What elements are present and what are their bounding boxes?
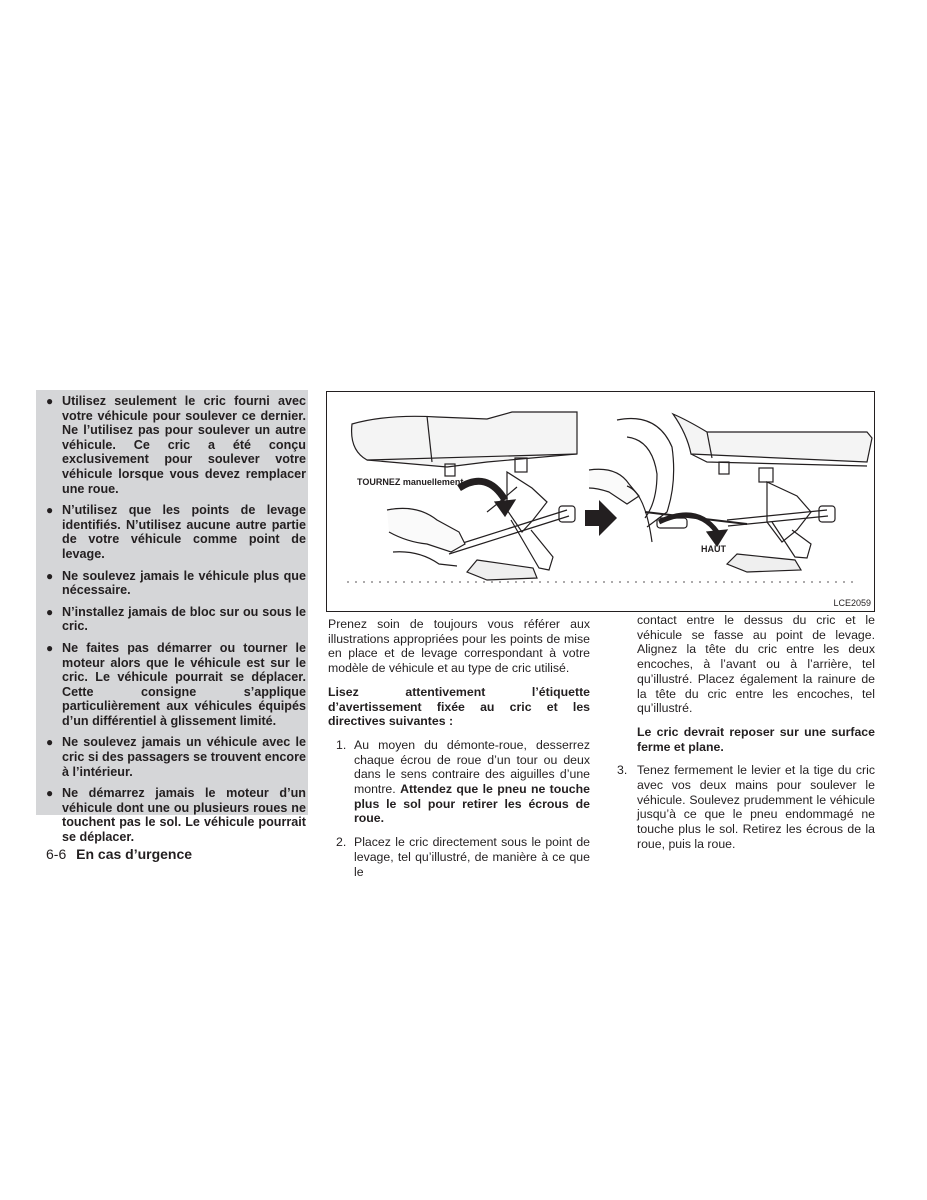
- warning-item: ● N’utilisez que les points de levage identifiés. N’utilisez aucune autre partie de votre véhicule comme point de levage.: [46, 503, 306, 561]
- bullet-icon: ●: [46, 394, 54, 408]
- warning-list: [46, 394, 306, 845]
- step-1: [328, 738, 590, 826]
- figure-code: LCE2059: [833, 598, 871, 608]
- step-2-emphasis: Le cric devrait reposer sur une surface ferme et plane.: [637, 724, 875, 754]
- step-3: [617, 763, 875, 851]
- warning-item: ● Utilisez seulement le cric fourni avec votre véhicule pour soulever ce dernier. Ne l’utilisez pas pour soulever un autre véhicule. Ce cric a été conçu exclusivement pour soulever votre véhicule lorsque vous devez remplacer une roue.: [46, 394, 306, 496]
- step-emphasis: Attendez que le pneu ne touche plus le sol pour retirer les écrous de roue.: [354, 782, 590, 826]
- step-number: 1.: [336, 737, 347, 752]
- bullet-icon: ●: [46, 786, 54, 801]
- text-column-1: [328, 617, 590, 888]
- step-text: Au moyen du démonte-roue, desserrez chaque écrou de roue d’un tour ou deux dans le sens contraire des aiguilles d’une montre.: [354, 737, 590, 797]
- page-number: 6-6: [46, 846, 67, 862]
- bullet-icon: ●: [46, 735, 54, 750]
- step-text: Tenez fermement le levier et la tige du cric avec vos deux mains pour soulever le véhicule. Soulevez prudemment le véhicule jusqu’à ce que le pneu endommagé ne touche plus le sol. Retirez les écrous de la roue, puis la roue.: [637, 763, 875, 851]
- label-up: HAUT: [701, 544, 726, 554]
- warning-item: ● Ne démarrez jamais le moteur d’un véhicule dont une ou plusieurs roues ne touchent pas le sol. Le véhicule pourrait se déplacer.: [46, 786, 306, 845]
- warning-box: [36, 390, 308, 845]
- warning-label-instruction: Lisez attentivement l’étiquette d’avertissement fixée au cric et les directives suivantes :: [328, 684, 590, 729]
- intro-paragraph: Prenez soin de toujours vous référer aux illustrations appropriées pour les points de mise en place et de levage correspondant à votre modèle de véhicule et au type de cric utilisé.: [328, 617, 590, 676]
- page-footer: [46, 846, 192, 862]
- bullet-icon: ●: [46, 640, 54, 655]
- bullet-icon: ●: [46, 568, 54, 583]
- warning-item: ● Ne soulevez jamais le véhicule plus que nécessaire.: [46, 568, 306, 598]
- warning-item: ● Ne soulevez jamais un véhicule avec le cric si des passagers se trouvent encore à l’intérieur.: [46, 735, 306, 779]
- bullet-icon: ●: [46, 604, 54, 619]
- text-column-2: [617, 613, 875, 861]
- warning-item: ● Ne faites pas démarrer ou tourner le moteur alors que le véhicule est sur le cric. Le véhicule pourrait se déplacer. Cette consigne s’applique particulièrement aux véhicules équipés d’un différentiel à glissement limité.: [46, 640, 306, 728]
- label-turn-manually: TOURNEZ manuellement: [357, 477, 464, 487]
- step-text: Placez le cric directement sous le point de levage, tel qu’illustré, de manière à ce que le: [354, 835, 590, 879]
- jack-illustration-drawing: [327, 392, 874, 611]
- step-2-continued: contact entre le dessus du cric et le véhicule se fasse au point de levage. Alignez la tête du cric entre les deux encoches, à l’avant ou à l’arrière, tel qu’illustré. Placez également la rainure de la tête du cric entre les encoches, tel qu’illustré.: [637, 613, 875, 716]
- section-title: En cas d’urgence: [76, 846, 193, 862]
- warning-item: ● N’installez jamais de bloc sur ou sous le cric.: [46, 604, 306, 634]
- step-number: 3.: [617, 763, 628, 778]
- step-2: [328, 835, 590, 879]
- jack-illustration: [326, 391, 875, 612]
- bullet-icon: ●: [46, 503, 54, 518]
- step-number: 2.: [336, 835, 347, 850]
